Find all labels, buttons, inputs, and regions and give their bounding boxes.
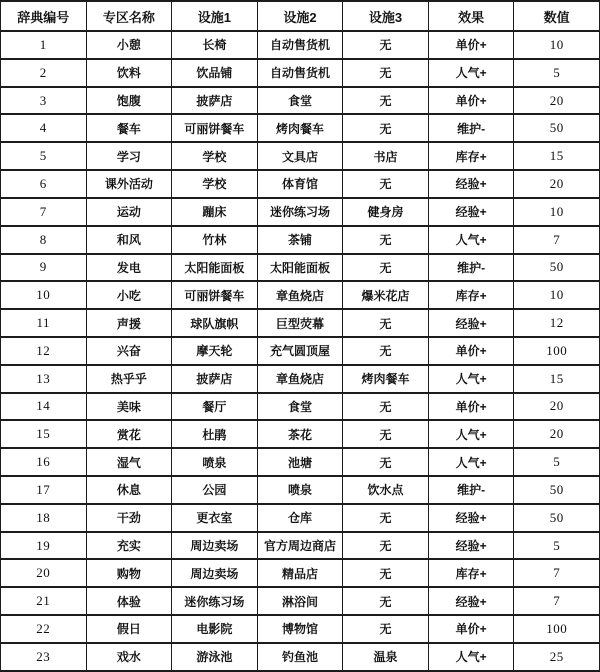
- cell-dict-id: 18: [1, 504, 87, 532]
- cell-effect: 单价+: [428, 337, 514, 365]
- cell-zone-name: 小憩: [86, 31, 172, 59]
- cell-facility-2: 文具店: [257, 142, 343, 170]
- cell-zone-name: 充实: [86, 532, 172, 560]
- cell-facility-2: 太阳能面板: [257, 254, 343, 282]
- cell-effect: 经验+: [428, 504, 514, 532]
- cell-effect: 单价+: [428, 87, 514, 115]
- cell-value: 10: [514, 198, 600, 226]
- cell-dict-id: 17: [1, 476, 87, 504]
- cell-dict-id: 23: [1, 643, 87, 671]
- cell-facility-1: 学校: [172, 142, 258, 170]
- cell-dict-id: 13: [1, 365, 87, 393]
- cell-facility-1: 可丽饼餐车: [172, 114, 258, 142]
- cell-facility-3: 无: [343, 504, 429, 532]
- cell-facility-2: 食堂: [257, 393, 343, 421]
- cell-effect: 单价+: [428, 393, 514, 421]
- table-row: [1, 254, 600, 282]
- table-row: [1, 170, 600, 198]
- table-header: [1, 1, 600, 31]
- cell-zone-name: 课外活动: [86, 170, 172, 198]
- table-row: [1, 532, 600, 560]
- cell-facility-1: 喷泉: [172, 448, 258, 476]
- cell-effect: 库存+: [428, 281, 514, 309]
- cell-value: 20: [514, 393, 600, 421]
- cell-effect: 人气+: [428, 59, 514, 87]
- cell-facility-1: 披萨店: [172, 87, 258, 115]
- column-header-7: 数值: [514, 1, 600, 31]
- cell-effect: 维护-: [428, 254, 514, 282]
- cell-value: 50: [514, 254, 600, 282]
- cell-effect: 单价+: [428, 615, 514, 643]
- table-body: [1, 31, 600, 671]
- cell-dict-id: 2: [1, 59, 87, 87]
- cell-facility-1: 游泳池: [172, 643, 258, 671]
- table-row: [1, 476, 600, 504]
- table-row: [1, 420, 600, 448]
- cell-facility-1: 蹦床: [172, 198, 258, 226]
- cell-value: 7: [514, 559, 600, 587]
- table-row: [1, 393, 600, 421]
- cell-facility-1: 更衣室: [172, 504, 258, 532]
- cell-value: 5: [514, 59, 600, 87]
- cell-dict-id: 9: [1, 254, 87, 282]
- table-row: [1, 559, 600, 587]
- table-row: [1, 504, 600, 532]
- cell-effect: 维护-: [428, 114, 514, 142]
- table-row: [1, 114, 600, 142]
- cell-value: 50: [514, 476, 600, 504]
- cell-dict-id: 3: [1, 87, 87, 115]
- cell-facility-3: 温泉: [343, 643, 429, 671]
- cell-value: 100: [514, 337, 600, 365]
- cell-facility-3: 无: [343, 309, 429, 337]
- cell-effect: 人气+: [428, 643, 514, 671]
- table-row: [1, 226, 600, 254]
- cell-facility-2: 喷泉: [257, 476, 343, 504]
- cell-facility-2: 池塘: [257, 448, 343, 476]
- table-row: [1, 59, 600, 87]
- cell-facility-1: 杜鹃: [172, 420, 258, 448]
- cell-facility-2: 官方周边商店: [257, 532, 343, 560]
- cell-zone-name: 小吃: [86, 281, 172, 309]
- cell-facility-3: 无: [343, 254, 429, 282]
- table-row: [1, 309, 600, 337]
- cell-facility-2: 淋浴间: [257, 587, 343, 615]
- table-row: [1, 615, 600, 643]
- cell-value: 5: [514, 532, 600, 560]
- table-row: [1, 87, 600, 115]
- cell-facility-1: 周边卖场: [172, 532, 258, 560]
- header-row: [1, 1, 600, 31]
- cell-facility-1: 餐厅: [172, 393, 258, 421]
- cell-value: 7: [514, 587, 600, 615]
- cell-facility-2: 博物馆: [257, 615, 343, 643]
- cell-facility-3: 无: [343, 420, 429, 448]
- cell-zone-name: 饮料: [86, 59, 172, 87]
- cell-effect: 人气+: [428, 448, 514, 476]
- cell-value: 5: [514, 448, 600, 476]
- cell-effect: 经验+: [428, 170, 514, 198]
- cell-facility-2: 自动售货机: [257, 59, 343, 87]
- cell-dict-id: 4: [1, 114, 87, 142]
- cell-value: 10: [514, 31, 600, 59]
- cell-value: 50: [514, 114, 600, 142]
- cell-facility-3: 无: [343, 87, 429, 115]
- cell-facility-3: 无: [343, 114, 429, 142]
- cell-dict-id: 8: [1, 226, 87, 254]
- cell-facility-2: 食堂: [257, 87, 343, 115]
- cell-facility-3: 无: [343, 615, 429, 643]
- cell-facility-3: 无: [343, 587, 429, 615]
- cell-value: 25: [514, 643, 600, 671]
- cell-facility-1: 公园: [172, 476, 258, 504]
- table-row: [1, 142, 600, 170]
- table-row: [1, 31, 600, 59]
- cell-facility-3: 爆米花店: [343, 281, 429, 309]
- cell-value: 7: [514, 226, 600, 254]
- cell-value: 20: [514, 87, 600, 115]
- cell-facility-3: 健身房: [343, 198, 429, 226]
- cell-effect: 人气+: [428, 420, 514, 448]
- cell-facility-2: 茶铺: [257, 226, 343, 254]
- table-row: [1, 281, 600, 309]
- cell-dict-id: 7: [1, 198, 87, 226]
- cell-zone-name: 赏花: [86, 420, 172, 448]
- column-header-1: 辞典编号: [1, 1, 87, 31]
- cell-effect: 经验+: [428, 587, 514, 615]
- cell-value: 50: [514, 504, 600, 532]
- cell-dict-id: 12: [1, 337, 87, 365]
- column-header-5: 设施3: [343, 1, 429, 31]
- cell-facility-3: 无: [343, 226, 429, 254]
- cell-facility-3: 书店: [343, 142, 429, 170]
- cell-zone-name: 和风: [86, 226, 172, 254]
- cell-value: 100: [514, 615, 600, 643]
- cell-dict-id: 6: [1, 170, 87, 198]
- cell-facility-3: 无: [343, 31, 429, 59]
- cell-dict-id: 20: [1, 559, 87, 587]
- cell-zone-name: 假日: [86, 615, 172, 643]
- cell-facility-2: 充气圆顶屋: [257, 337, 343, 365]
- cell-facility-1: 饮品铺: [172, 59, 258, 87]
- cell-zone-name: 干劲: [86, 504, 172, 532]
- column-header-2: 专区名称: [86, 1, 172, 31]
- cell-dict-id: 19: [1, 532, 87, 560]
- cell-dict-id: 5: [1, 142, 87, 170]
- cell-facility-1: 摩天轮: [172, 337, 258, 365]
- cell-facility-2: 精品店: [257, 559, 343, 587]
- cell-effect: 维护-: [428, 476, 514, 504]
- cell-zone-name: 休息: [86, 476, 172, 504]
- cell-zone-name: 热乎乎: [86, 365, 172, 393]
- cell-facility-2: 仓库: [257, 504, 343, 532]
- cell-facility-2: 巨型荧幕: [257, 309, 343, 337]
- cell-facility-1: 披萨店: [172, 365, 258, 393]
- cell-dict-id: 15: [1, 420, 87, 448]
- cell-effect: 人气+: [428, 365, 514, 393]
- cell-dict-id: 10: [1, 281, 87, 309]
- cell-facility-1: 长椅: [172, 31, 258, 59]
- cell-facility-2: 章鱼烧店: [257, 281, 343, 309]
- cell-value: 15: [514, 142, 600, 170]
- cell-zone-name: 饱腹: [86, 87, 172, 115]
- table-row: [1, 337, 600, 365]
- cell-dict-id: 11: [1, 309, 87, 337]
- cell-effect: 经验+: [428, 532, 514, 560]
- cell-effect: 库存+: [428, 559, 514, 587]
- cell-facility-2: 自动售货机: [257, 31, 343, 59]
- cell-zone-name: 餐车: [86, 114, 172, 142]
- cell-facility-2: 迷你练习场: [257, 198, 343, 226]
- cell-facility-1: 球队旗帜: [172, 309, 258, 337]
- cell-zone-name: 体验: [86, 587, 172, 615]
- cell-zone-name: 运动: [86, 198, 172, 226]
- cell-facility-2: 钓鱼池: [257, 643, 343, 671]
- cell-facility-1: 学校: [172, 170, 258, 198]
- cell-effect: 经验+: [428, 198, 514, 226]
- cell-dict-id: 14: [1, 393, 87, 421]
- cell-facility-2: 体育馆: [257, 170, 343, 198]
- cell-zone-name: 戏水: [86, 643, 172, 671]
- cell-zone-name: 声援: [86, 309, 172, 337]
- cell-value: 20: [514, 420, 600, 448]
- cell-facility-1: 太阳能面板: [172, 254, 258, 282]
- cell-effect: 单价+: [428, 31, 514, 59]
- column-header-3: 设施1: [172, 1, 258, 31]
- column-header-4: 设施2: [257, 1, 343, 31]
- cell-effect: 库存+: [428, 142, 514, 170]
- cell-zone-name: 湿气: [86, 448, 172, 476]
- cell-value: 10: [514, 281, 600, 309]
- cell-facility-3: 无: [343, 559, 429, 587]
- cell-facility-3: 烤肉餐车: [343, 365, 429, 393]
- table-row: [1, 448, 600, 476]
- cell-zone-name: 购物: [86, 559, 172, 587]
- cell-facility-3: 无: [343, 393, 429, 421]
- cell-facility-3: 无: [343, 59, 429, 87]
- table-row: [1, 587, 600, 615]
- cell-facility-1: 竹林: [172, 226, 258, 254]
- table-row: [1, 198, 600, 226]
- cell-facility-2: 烤肉餐车: [257, 114, 343, 142]
- table-row: [1, 643, 600, 671]
- cell-dict-id: 16: [1, 448, 87, 476]
- cell-facility-2: 章鱼烧店: [257, 365, 343, 393]
- cell-zone-name: 发电: [86, 254, 172, 282]
- cell-value: 12: [514, 309, 600, 337]
- cell-zone-name: 学习: [86, 142, 172, 170]
- cell-value: 20: [514, 170, 600, 198]
- cell-facility-3: 无: [343, 337, 429, 365]
- cell-dict-id: 22: [1, 615, 87, 643]
- cell-facility-3: 无: [343, 532, 429, 560]
- cell-facility-2: 茶花: [257, 420, 343, 448]
- table-row: [1, 365, 600, 393]
- cell-zone-name: 兴奋: [86, 337, 172, 365]
- cell-facility-3: 无: [343, 170, 429, 198]
- cell-facility-1: 周边卖场: [172, 559, 258, 587]
- cell-zone-name: 美味: [86, 393, 172, 421]
- cell-facility-3: 无: [343, 448, 429, 476]
- cell-value: 15: [514, 365, 600, 393]
- column-header-6: 效果: [428, 1, 514, 31]
- cell-facility-1: 迷你练习场: [172, 587, 258, 615]
- cell-effect: 人气+: [428, 226, 514, 254]
- cell-facility-3: 饮水点: [343, 476, 429, 504]
- cell-facility-1: 电影院: [172, 615, 258, 643]
- cell-dict-id: 21: [1, 587, 87, 615]
- cell-effect: 经验+: [428, 309, 514, 337]
- cell-facility-1: 可丽饼餐车: [172, 281, 258, 309]
- cell-dict-id: 1: [1, 31, 87, 59]
